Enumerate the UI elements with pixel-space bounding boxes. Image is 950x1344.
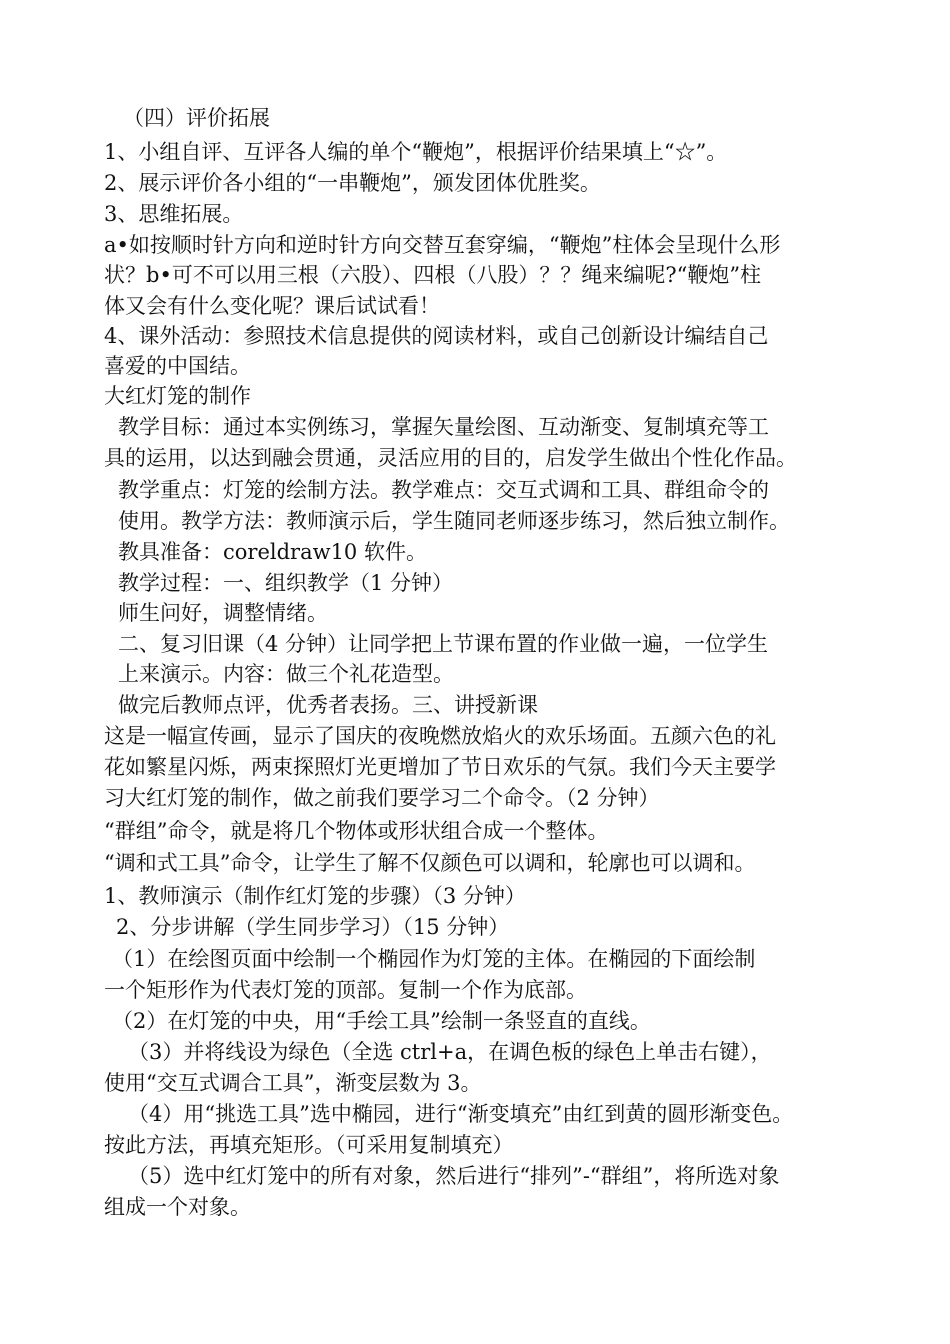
text-line: （3）并将线设为绿色（全选 ctrl+a，在调色板的绿色上单击右键），	[128, 1040, 772, 1064]
text-line: 2、分步讲解（学生同步学习）（15 分钟）	[116, 915, 510, 939]
text-line: 喜爱的中国结。	[104, 354, 251, 378]
text-line: 1、小组自评、互评各人编的单个“鞭炮”，根据评价结果填上“☆”。	[104, 140, 728, 164]
text-line: 状？b•可不可以用三根（六股）、四根（八股）？？绳来编呢?“鞭炮”柱	[104, 263, 762, 287]
text-line: 这是一幅宣传画，显示了国庆的夜晚燃放焰火的欢乐场面。五颜六色的礼	[104, 724, 776, 748]
text-line: （1）在绘图页面中绘制一个椭园作为灯笼的主体。在椭园的下面绘制	[112, 947, 756, 971]
text-line: （2）在灯笼的中央，用“手绘工具”绘制一条竖直的直线。	[112, 1009, 651, 1033]
text-line: 1、教师演示（制作红灯笼的步骤）（3 分钟）	[104, 884, 526, 908]
text-line: 组成一个对象。	[104, 1195, 251, 1219]
text-line: 上来演示。内容：做三个礼花造型。	[118, 662, 454, 686]
text-line: 3、思维拓展。	[104, 202, 244, 226]
text-line: （5）选中红灯笼中的所有对象，然后进行“排列”-“群组”，将所选对象	[128, 1164, 780, 1188]
text-line: 二、复习旧课（4 分钟）让同学把上节课布置的作业做一遍，一位学生	[118, 632, 769, 656]
text-line: a•如按顺时针方向和逆时针方向交替互套穿编，“鞭炮”柱体会呈现什么形	[104, 233, 781, 257]
text-line: 教学重点：灯笼的绘制方法。教学难点：交互式调和工具、群组命令的	[118, 478, 769, 502]
text-line: 做完后教师点评，优秀者表扬。三、讲授新课	[118, 693, 538, 717]
text-line: 4、课外活动：参照技术信息提供的阅读材料，或自己创新设计编结自己	[104, 324, 769, 348]
section-heading: 大红灯笼的制作	[104, 384, 251, 408]
text-line: 使用“交互式调合工具”，渐变层数为 3。	[104, 1071, 482, 1095]
text-line: 教具准备：coreldraw10 软件。	[118, 540, 427, 564]
text-line: 教学目标：通过本实例练习，掌握矢量绘图、互动渐变、复制填充等工	[118, 415, 769, 439]
text-line: 按此方法，再填充矩形。（可采用复制填充）	[104, 1133, 514, 1157]
text-line: “群组”命令，就是将几个物体或形状组合成一个整体。	[104, 819, 609, 843]
text-line: 一个矩形作为代表灯笼的顶部。复制一个作为底部。	[104, 978, 587, 1002]
text-line: 体又会有什么变化呢？课后试试看！	[104, 294, 440, 318]
text-line: 具的运用，以达到融会贯通，灵活应用的目的，启发学生做出个性化作品。	[104, 446, 797, 470]
text-line: （四）评价拓展	[123, 106, 270, 130]
text-line: 习大红灯笼的制作，做之前我们要学习二个命令。（2 分钟）	[104, 786, 660, 810]
text-line: 2、展示评价各小组的“一串鞭炮”，颁发团体优胜奖。	[104, 171, 601, 195]
text-line: （4）用“挑选工具”选中椭园，进行“渐变填充”由红到黄的圆形渐变色。	[128, 1102, 794, 1126]
text-line: “调和式工具”命令，让学生了解不仅颜色可以调和，轮廓也可以调和。	[104, 851, 756, 875]
text-line: 教学过程：一、组织教学（1 分钟）	[118, 571, 454, 595]
text-line: 花如繁星闪烁，两束探照灯光更增加了节日欢乐的气氛。我们今天主要学	[104, 755, 776, 779]
text-line: 师生问好，调整情绪。	[118, 601, 328, 625]
text-line: 使用。教学方法：教师演示后，学生随同老师逐步练习，然后独立制作。	[118, 509, 790, 533]
